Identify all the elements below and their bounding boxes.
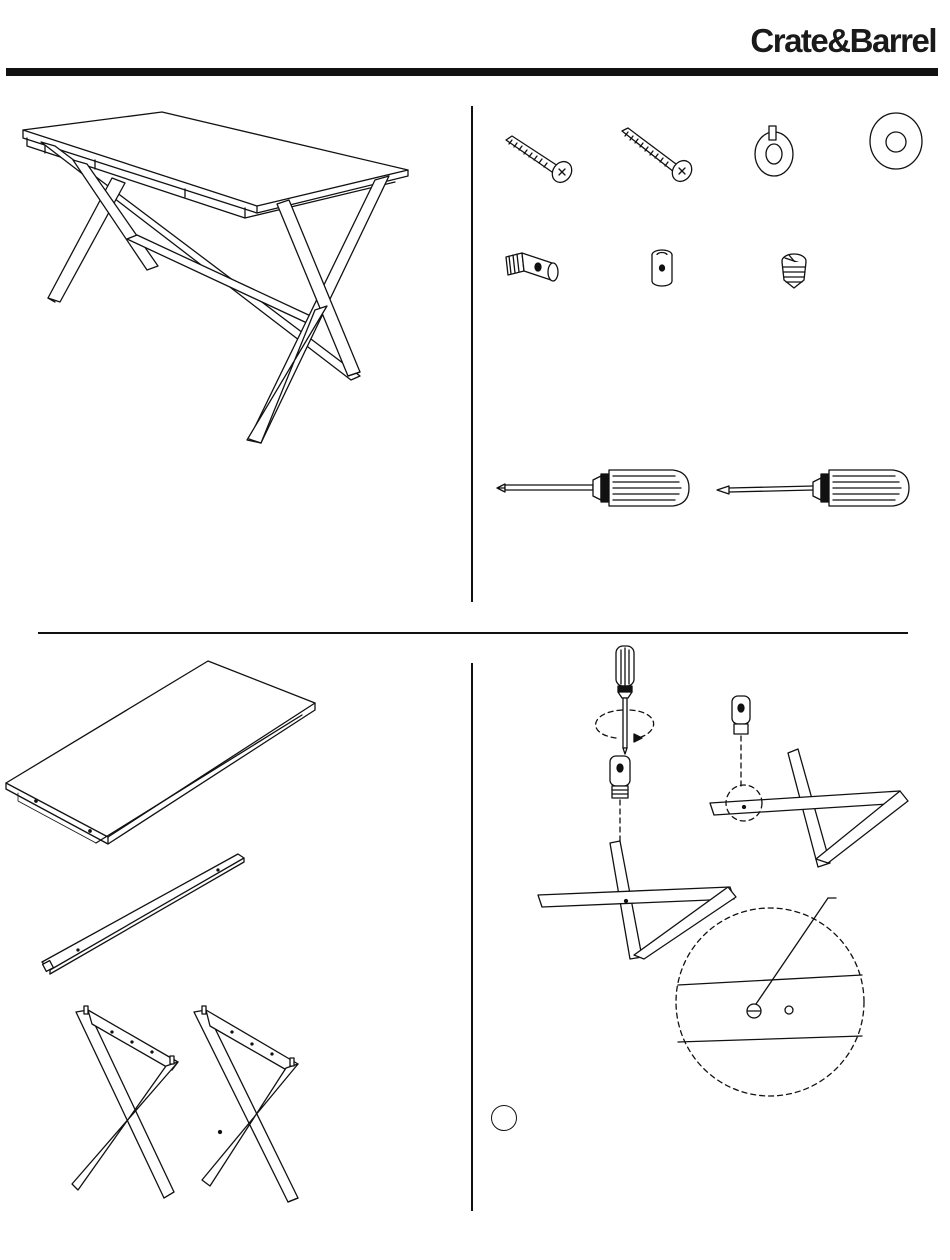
hardware-flat-washer: [863, 105, 933, 175]
header-rule: [6, 68, 938, 76]
step-detail-magnifier: [672, 890, 872, 1105]
step-screwdriver-rotation: [582, 640, 662, 760]
hardware-bolt-long: [618, 125, 698, 185]
top-divider: [471, 106, 473, 602]
section-rule: [38, 632, 908, 634]
part-x-leg-left: [70, 1002, 190, 1207]
brand-logo: Crate&Barrel: [750, 22, 936, 59]
hardware-threaded-insert: [775, 250, 815, 295]
flat-screwdriver: [713, 462, 923, 518]
hardware-barrel-nut: [642, 243, 682, 293]
bottom-divider: [471, 663, 473, 1211]
step-number-circle: [491, 1105, 517, 1131]
hardware-cross-dowel-barrel-bolt: [500, 245, 570, 295]
assembled-desk-illustration: [15, 100, 455, 460]
part-stretcher-bar: [38, 850, 248, 980]
hardware-split-lock-washer: [750, 122, 800, 182]
part-desk-top: [0, 655, 330, 855]
part-x-leg-right: [186, 1002, 316, 1207]
hardware-bolt-short: [500, 130, 580, 190]
phillips-screwdriver: [493, 462, 703, 518]
